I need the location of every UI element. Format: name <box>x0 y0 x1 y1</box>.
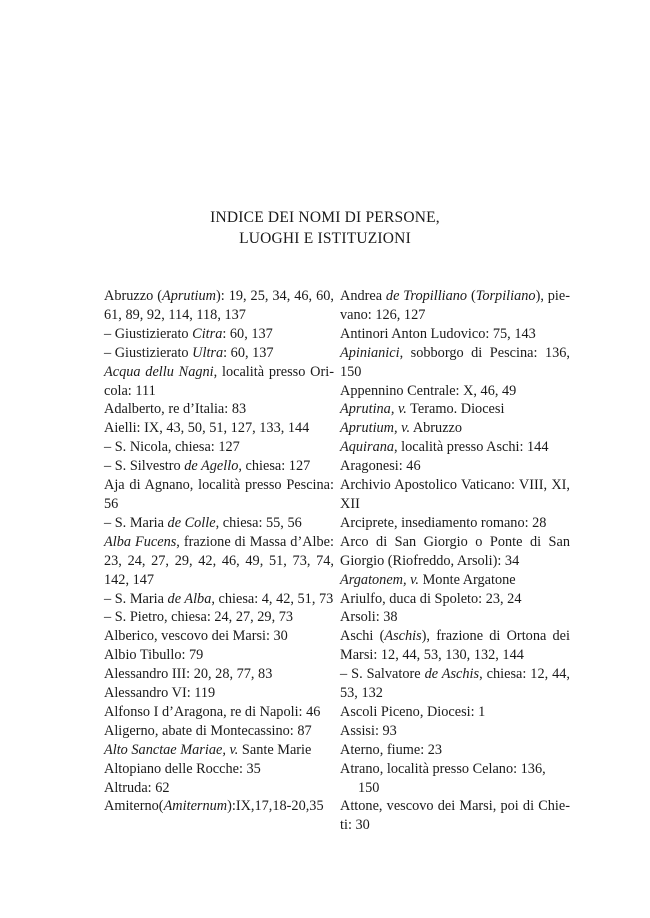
index-title-line-2: LUOGHI E ISTITUZIONI <box>239 230 411 247</box>
index-entry <box>340 665 570 703</box>
index-entry-line: Argatonem, v. Monte Argatone <box>340 571 516 588</box>
index-entry-line: Aterno, fiume: 23 <box>340 741 443 758</box>
index-entry-line: Antinori Anton Ludovico: 75, 143 <box>340 325 536 342</box>
index-title <box>0 207 650 249</box>
index-entry <box>104 344 334 363</box>
index-entry-line: vano: 126, 127 <box>340 306 426 323</box>
index-entry-line: Altopiano delle Rocche: 35 <box>104 760 261 777</box>
index-entry-line: 142, 147 <box>104 571 155 588</box>
index-entry <box>104 363 334 401</box>
index-entry <box>104 760 334 779</box>
index-entry-line: Adalberto, re d’Italia: 83 <box>104 401 247 418</box>
index-entry-line: 23, 24, 27, 29, 42, 46, 49, 51, 73, 74, <box>104 552 334 569</box>
index-entry <box>104 797 334 816</box>
index-entry-line: Ariulfo, duca di Spoleto: 23, 24 <box>340 590 522 607</box>
index-entry <box>340 722 570 741</box>
index-entry-line: Acqua dellu Nagni, località presso Ori- <box>104 363 334 380</box>
index-entry-line: Archivio Apostolico Vaticano: VIII, XI, <box>340 477 570 494</box>
index-entry <box>104 325 334 344</box>
index-entry-line: Apinianici, sobborgo di Pescina: 136, <box>340 344 570 361</box>
index-entry <box>104 400 334 419</box>
index-entry <box>104 457 334 476</box>
index-entry-line: Aprutium, v. Abruzzo <box>340 420 463 437</box>
index-entry-line: Abruzzo (Aprutium): 19, 25, 34, 46, 60, <box>104 288 334 304</box>
index-entry <box>340 533 570 571</box>
index-entry <box>104 684 334 703</box>
index-entry-line: Andrea de Tropilliano (Torpiliano), pie- <box>340 288 570 304</box>
index-column-left <box>104 287 334 816</box>
index-entry-line: Aielli: IX, 43, 50, 51, 127, 133, 144 <box>104 420 310 437</box>
index-entry-line: Atrano, località presso Celano: 136, 150 <box>340 760 546 796</box>
index-entry <box>340 382 570 401</box>
index-entry-line: – Giustizierato Ultra: 60, 137 <box>104 344 274 361</box>
index-entry-line: ti: 30 <box>340 817 370 834</box>
index-entry-line: – S. Maria de Alba, chiesa: 4, 42, 51, 73 <box>104 590 334 607</box>
index-entry <box>104 590 334 609</box>
index-entry-line: Aja di Agnano, località presso Pescina: <box>104 477 334 494</box>
index-entry-line: Appennino Centrale: X, 46, 49 <box>340 382 517 399</box>
index-entry <box>340 703 570 722</box>
index-entry-line: Amiterno(Amiternum):IX,17,18-20,35 <box>104 798 324 815</box>
index-column-right <box>340 287 570 835</box>
index-entry-line: XII <box>340 495 360 512</box>
index-entry-line: Albio Tibullo: 79 <box>104 647 204 664</box>
index-entry-line: 150 <box>340 363 362 380</box>
index-entry-line: Arsoli: 38 <box>340 609 398 626</box>
index-entry-line: Assisi: 93 <box>340 722 397 739</box>
index-entry-line: Ascoli Piceno, Diocesi: 1 <box>340 703 486 720</box>
index-entry-line: – S. Pietro, chiesa: 24, 27, 29, 73 <box>104 609 294 626</box>
index-entry-line: Aragonesi: 46 <box>340 458 421 475</box>
index-entry-line: Alto Sanctae Mariae, v. Sante Marie <box>104 741 312 758</box>
index-entry <box>340 608 570 627</box>
index-title-line-1: INDICE DEI NOMI DI PERSONE, <box>210 209 440 226</box>
index-entry-line: Arciprete, insediamento romano: 28 <box>340 514 547 531</box>
index-entry <box>104 741 334 760</box>
index-entry <box>340 287 570 325</box>
index-entry-line: 61, 89, 92, 114, 118, 137 <box>104 306 246 323</box>
index-entry <box>104 608 334 627</box>
index-entry-line: Altruda: 62 <box>104 779 170 796</box>
index-entry-line: Giorgio (Riofreddo, Arsoli): 34 <box>340 552 520 569</box>
index-entry-line: Alba Fucens, frazione di Massa d’Albe: <box>104 533 334 550</box>
index-entry <box>104 703 334 722</box>
index-entry <box>104 476 334 514</box>
index-entry-line: Alessandro VI: 119 <box>104 685 216 702</box>
index-entry <box>104 419 334 438</box>
index-entry <box>104 287 334 325</box>
index-entry-line: Alfonso I d’Aragona, re di Napoli: 46 <box>104 703 321 720</box>
index-entry-line: Aligerno, abate di Montecassino: 87 <box>104 722 312 739</box>
index-entry <box>104 665 334 684</box>
index-entry <box>340 514 570 533</box>
index-entry <box>340 627 570 665</box>
index-entry <box>340 741 570 760</box>
index-entry <box>340 571 570 590</box>
index-entry <box>340 419 570 438</box>
index-entry <box>104 627 334 646</box>
index-entry <box>340 760 570 798</box>
index-entry-line: Marsi: 12, 44, 53, 130, 132, 144 <box>340 647 524 664</box>
index-entry-line: 53, 132 <box>340 685 383 702</box>
index-entry <box>104 514 334 533</box>
index-entry <box>340 325 570 344</box>
index-entry <box>340 344 570 382</box>
index-entry-line: – Giustizierato Citra: 60, 137 <box>104 325 273 342</box>
index-entry-line: 56 <box>104 495 119 512</box>
index-entry-line: cola: 111 <box>104 382 156 399</box>
index-entry <box>104 533 334 590</box>
index-entry <box>340 457 570 476</box>
index-entry-line: Aschi (Aschis), frazione di Ortona dei <box>340 628 570 645</box>
index-entry <box>340 590 570 609</box>
index-entry-line: – S. Nicola, chiesa: 127 <box>104 439 240 456</box>
index-entry-line: Aprutina, v. Teramo. Diocesi <box>340 401 505 418</box>
index-entry-line: Alessandro III: 20, 28, 77, 83 <box>104 666 273 683</box>
index-entry-line: Aquirana, località presso Aschi: 144 <box>340 439 549 456</box>
index-entry-line: – S. Maria de Colle, chiesa: 55, 56 <box>104 514 302 531</box>
index-entry-line: – S. Silvestro de Agello, chiesa: 127 <box>104 458 311 475</box>
index-entry <box>104 722 334 741</box>
index-entry-line: Attone, vescovo dei Marsi, poi di Chie- <box>340 798 570 815</box>
index-entry <box>104 779 334 798</box>
index-entry <box>104 438 334 457</box>
index-entry <box>104 646 334 665</box>
index-entry <box>340 438 570 457</box>
index-entry-line: Arco di San Giorgio o Ponte di San <box>340 533 570 550</box>
index-entry <box>340 797 570 835</box>
index-entry-line: Alberico, vescovo dei Marsi: 30 <box>104 628 288 645</box>
index-entry <box>340 476 570 514</box>
index-entry <box>340 400 570 419</box>
index-entry-line: – S. Salvatore de Aschis, chiesa: 12, 44, <box>340 666 570 683</box>
